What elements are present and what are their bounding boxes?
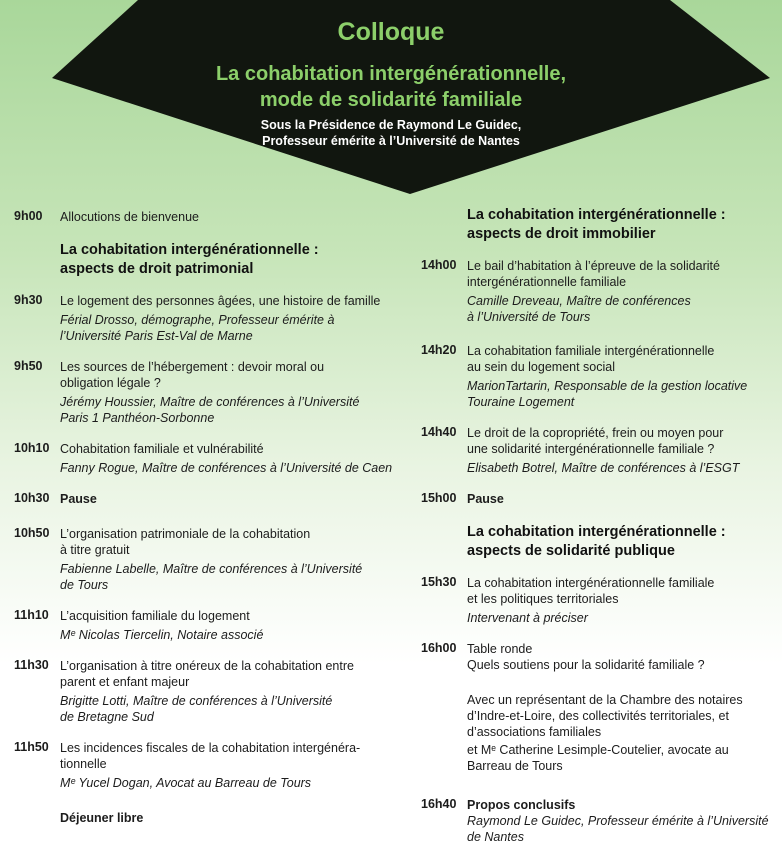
speaker: Mᵉ Nicolas Tiercelin, Notaire associé (60, 628, 264, 642)
session-title: L’organisation à titre onéreux de la cohabitation entre parent et enfant majeur (60, 659, 354, 689)
session-title: La cohabitation familiale intergénérationnelle au sein du logement social (467, 344, 715, 374)
session-time: 9h30 (14, 293, 43, 307)
session-time: 11h50 (14, 740, 49, 754)
section-heading-publique (467, 523, 726, 561)
session-welcome (60, 209, 199, 225)
session-time: 15h00 (421, 491, 457, 505)
session-time: 9h50 (14, 359, 43, 373)
session-item (467, 425, 739, 476)
presidence-line-1: Sous la Présidence de Raymond Le Guidec, (260, 118, 522, 132)
session-item (60, 526, 362, 593)
session-item (60, 740, 360, 791)
pause-label: Pause (467, 492, 504, 506)
session-item (467, 575, 714, 626)
session-title: Propos conclusifs (467, 798, 576, 812)
session-title: La cohabitation intergénérationnelle familiale et les politiques territoriales (467, 576, 715, 606)
section-line: aspects de droit immobilier (467, 226, 656, 242)
section-line: aspects de droit patrimonial (60, 261, 254, 277)
session-title: Les incidences fiscales de la cohabitation intergénéra- tionnelle (60, 741, 361, 771)
speaker: Fanny Rogue, Maître de conférences à l’Université de Caen (60, 461, 393, 475)
session-item (60, 608, 263, 643)
session-time: 16h40 (421, 797, 457, 811)
session-item-round-table (467, 641, 743, 774)
speaker: Raymond Le Guidec, Professeur émérite à l’Université de Nantes (467, 814, 769, 844)
session-title: Allocutions de bienvenue (60, 210, 199, 224)
subtitle-line-2: mode de solidarité familiale (259, 89, 523, 111)
section-heading-patrimonial (60, 241, 319, 279)
session-time: 15h30 (421, 575, 457, 589)
speaker: Intervenant à préciser (467, 611, 588, 625)
session-time: 14h00 (421, 258, 457, 272)
session-title: L’acquisition familiale du logement (60, 609, 250, 623)
session-time: 10h10 (14, 441, 50, 455)
session-time: 14h40 (421, 425, 457, 439)
round-table-participants-2: et Mᵉ Catherine Lesimple-Coutelier, avocate au Barreau de Tours (467, 743, 729, 773)
session-time: 14h20 (421, 343, 457, 357)
session-time: 10h30 (14, 491, 50, 505)
speaker: Mᵉ Yucel Dogan, Avocat au Barreau de Tours (60, 776, 312, 790)
section-line: La cohabitation intergénérationnelle : (60, 242, 319, 258)
session-item (467, 258, 720, 325)
session-title: Le bail d’habitation à l’épreuve de la solidarité intergénérationnelle familiale (467, 259, 720, 289)
session-title: Le droit de la copropriété, frein ou moyen pour une solidarité intergénérationnelle familiale ? (467, 426, 724, 456)
session-item (467, 343, 747, 410)
presidence-line-2: Professeur émérite à l’Université de Nantes (262, 133, 520, 148)
speaker: Fabienne Labelle, Maître de conférences à l’Université de Tours (60, 562, 363, 592)
session-title: Table ronde Quels soutiens pour la solidarité familiale ? (467, 642, 705, 672)
speaker: Férial Drosso, démographe, Professeur émérite à l’Université Paris Est-Val de Marne (60, 313, 335, 343)
session-item (467, 797, 769, 845)
presidence-text (0, 118, 782, 149)
speaker: MarionTartarin, Responsable de la gestion locative Touraine Logement (467, 379, 748, 409)
session-item (60, 441, 392, 476)
section-line: La cohabitation intergénérationnelle : (467, 524, 726, 540)
session-title: L’organisation patrimoniale de la cohabitation à titre gratuit (60, 527, 311, 557)
session-time: 11h10 (14, 608, 49, 622)
section-heading-immobilier (467, 206, 726, 244)
round-table-participants: Avec un représentant de la Chambre des notaires d’Indre-et-Loire, des collectivités territoriales, et d’associations familiales (467, 693, 743, 739)
session-item (60, 293, 380, 344)
session-item (60, 658, 354, 725)
section-line: La cohabitation intergénérationnelle : (467, 207, 726, 223)
session-time: 11h30 (14, 658, 49, 672)
session-item (60, 359, 359, 426)
colloque-title: Colloque (337, 18, 445, 46)
subtitle-line-1: La cohabitation intergénérationnelle, (215, 63, 567, 85)
session-time: 9h00 (14, 209, 43, 223)
speaker: Elisabeth Botrel, Maître de conférences à l’ESGT (467, 461, 740, 475)
session-title: Le logement des personnes âgées, une histoire de famille (60, 294, 381, 308)
lunch-label: Déjeuner libre (60, 811, 144, 825)
speaker: Jérémy Houssier, Maître de conférences à l’Université Paris 1 Panthéon-Sorbonne (60, 395, 360, 425)
session-time: 16h00 (421, 641, 457, 655)
session-time: 10h50 (14, 526, 50, 540)
speaker: Camille Dreveau, Maître de conférences à l’Université de Tours (467, 294, 691, 324)
speaker: Brigitte Lotti, Maître de conférences à l’Université de Bretagne Sud (60, 694, 333, 724)
session-title: Cohabitation familiale et vulnérabilité (60, 442, 264, 456)
session-title: Les sources de l’hébergement : devoir moral ou obligation légale ? (60, 360, 325, 390)
pause-label: Pause (60, 492, 97, 506)
colloque-subtitle (0, 61, 782, 113)
section-line: aspects de solidarité publique (467, 543, 675, 559)
